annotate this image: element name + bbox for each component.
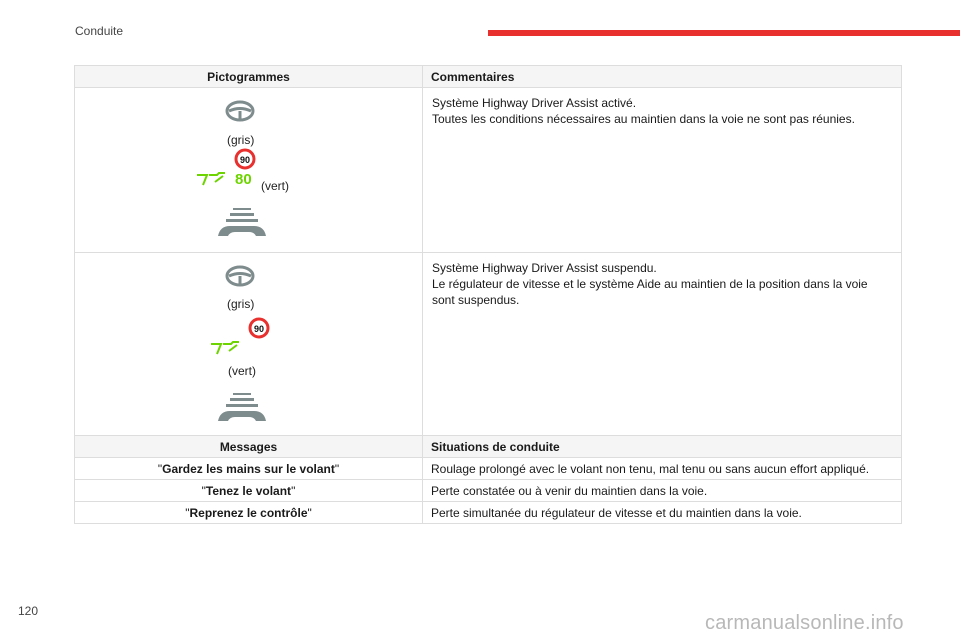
situation-cell: Roulage prolongé avec le volant non tenu, mal tenu ou sans aucun effort appliqué.: [423, 458, 902, 480]
comment-cell: [423, 253, 902, 437]
table-row: [75, 480, 902, 502]
steering-wheel-icon: [225, 100, 255, 122]
comment-line: Système Highway Driver Assist activé.: [432, 96, 637, 110]
header-messages: Messages: [75, 436, 423, 458]
quote-mark: ": [334, 461, 340, 476]
comment-line: Système Highway Driver Assist suspendu.: [432, 261, 657, 275]
grey-label: (gris): [227, 133, 255, 147]
table-row: [75, 253, 902, 437]
green-label: (vert): [228, 364, 256, 378]
messages-table: [74, 435, 902, 524]
speed-limit-sign-icon: [234, 148, 256, 170]
table-row: [75, 502, 902, 524]
pictogram-cell: [75, 88, 423, 253]
table-row: [75, 88, 902, 253]
message-cell: [75, 480, 423, 502]
table-header-row: [75, 66, 902, 88]
page-number: 120: [18, 604, 39, 618]
table-row: [75, 458, 902, 480]
message-cell: [75, 458, 423, 480]
message-cell: [75, 502, 423, 524]
lane-road-icon: [216, 206, 268, 236]
steering-wheel-icon: [225, 265, 255, 287]
message-text: Reprenez le contrôle: [189, 505, 308, 520]
message-text: Tenez le volant: [205, 483, 292, 498]
pictogram-cell: [75, 253, 423, 437]
quote-mark: ": [185, 505, 190, 520]
header-situations: Situations de conduite: [423, 436, 902, 458]
situation-cell: Perte constatée ou à venir du maintien dans la voie.: [423, 480, 902, 502]
speed-sign-value: 90: [239, 155, 251, 165]
lane-road-icon: [216, 391, 268, 421]
comment-cell: [423, 88, 902, 253]
message-text: Gardez les mains sur le volant: [162, 461, 335, 476]
quote-mark: ": [201, 483, 206, 498]
quote-mark: ": [157, 461, 163, 476]
comment-line: Le régulateur de vitesse et le système Aide au maintien de la position dans la voie sont suspendus.: [432, 277, 868, 307]
quote-mark: ": [307, 505, 312, 520]
green-speed-value: 80: [235, 171, 252, 188]
green-label: (vert): [261, 179, 289, 193]
speed-sign-value: 90: [253, 324, 265, 334]
header-accent-bar: [488, 30, 960, 36]
lane-assist-icon: [195, 170, 227, 188]
grey-label: (gris): [227, 297, 255, 311]
header-pictograms: Pictogrammes: [75, 66, 423, 88]
situation-cell: Perte simultanée du régulateur de vitesse et du maintien dans la voie.: [423, 502, 902, 524]
quote-mark: ": [291, 483, 296, 498]
pictogram-table: [74, 65, 902, 437]
lane-assist-icon: [209, 339, 241, 357]
comment-line: Toutes les conditions nécessaires au maintien dans la voie ne sont pas réunies.: [432, 112, 855, 126]
header-comments: Commentaires: [423, 66, 902, 88]
watermark[interactable]: carmanualsonline.info: [705, 612, 904, 634]
table-header-row: [75, 436, 902, 458]
speed-limit-sign-icon: [248, 317, 270, 339]
section-title: Conduite: [75, 24, 124, 38]
